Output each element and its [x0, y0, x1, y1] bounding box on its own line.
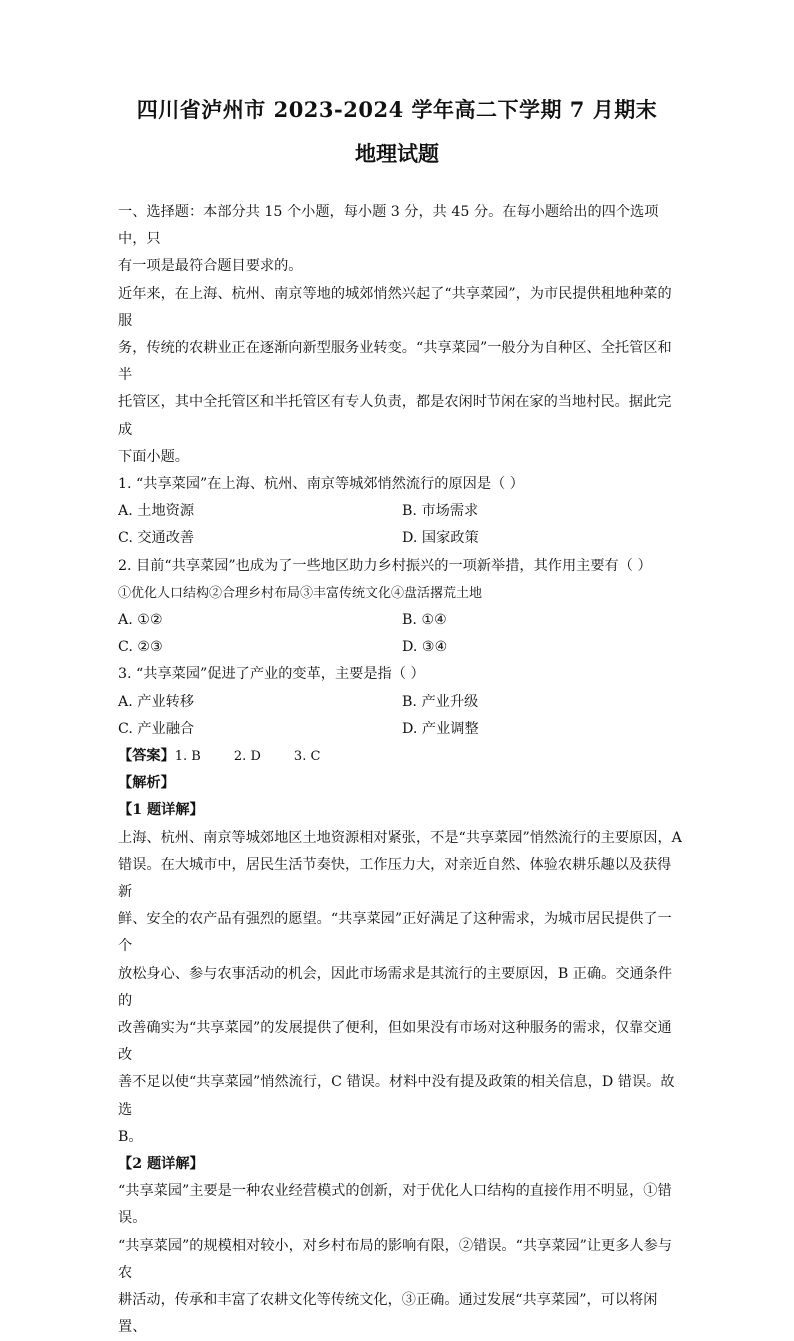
option-c: C. ②③ — [118, 639, 163, 656]
analysis-line: “共享菜园”的规模相对较小，对乡村布局的影响有限，②错误。“共享菜园”让更多人参与农 — [118, 1237, 672, 1281]
analysis-line: 错误。在大城市中，居民生活节奏快，工作压力大，对亲近自然、体验农耕乐趣以及获得新 — [118, 856, 672, 900]
analysis-line: 善不足以使“共享菜园”悄然流行，C 错误。材料中没有提及政策的相关信息，D 错误。故选 — [118, 1074, 675, 1118]
material-line: 务，传统的农耕业正在逐渐向新型服务业转变。“共享菜园”一般分为自种区、全托管区和半 — [118, 340, 672, 384]
document-title: 四川省泸州市 2023-2024 学年高二下学期 7 月期末 — [136, 97, 658, 122]
option-row — [118, 498, 684, 525]
option-row — [118, 716, 684, 743]
analysis-line: 上海、杭州、南京等城郊地区土地资源相对紧张，不是“共享菜园”悄然流行的主要原因，A — [118, 829, 682, 846]
material-line: 近年来，在上海、杭州、南京等地的城郊悄然兴起了“共享菜园”，为市民提供租地种菜的服 — [118, 285, 672, 329]
analysis-label: 【解析】 — [118, 775, 175, 792]
option-row — [118, 689, 684, 716]
q1-analysis-header: 【1 题详解】 — [118, 802, 204, 819]
option-a: A. 土地资源 — [118, 503, 195, 520]
question-stem: 1. “共享菜园”在上海、杭州、南京等城郊悄然流行的原因是（ ） — [118, 476, 524, 493]
question-stem: 3. “共享菜园”促进了产业的变革，主要是指（ ） — [118, 666, 425, 683]
document-body — [118, 199, 684, 1341]
analysis-line: “共享菜园”主要是一种农业经营模式的创新，对于优化人口结构的直接作用不明显，①错误。 — [118, 1183, 672, 1227]
material-line: 托管区，其中全托管区和半托管区有专人负责，都是农闲时节闲在家的当地村民。据此完成 — [118, 394, 672, 438]
option-c: C. 交通改善 — [118, 530, 195, 547]
analysis-line: 改善确实为“共享菜园”的发展提供了便利，但如果没有市场对这种服务的需求，仅靠交通改 — [118, 1020, 672, 1064]
option-d: D. 国家政策 — [402, 530, 479, 547]
option-b: B. ①④ — [402, 612, 447, 629]
material-line: 下面小题。 — [118, 448, 189, 465]
answer-label: 【答案】 — [118, 747, 175, 764]
analysis-line: B。 — [118, 1128, 143, 1145]
answer-line — [118, 743, 684, 770]
analysis-line: 耕活动，传承和丰富了农耕文化等传统文化，③正确。通过发展“共享菜园”，可以将闲置、 — [118, 1292, 658, 1336]
analysis-line: 鲜、安全的农产品有强烈的愿望。“共享菜园”正好满足了这种需求，为城市居民提供了一个 — [118, 911, 672, 955]
question-statements: ①优化人口结构②合理乡村布局③丰富传统文化④盘活撂荒土地 — [118, 585, 483, 601]
document-subtitle: 地理试题 — [355, 141, 439, 166]
q2-analysis-header: 【2 题详解】 — [118, 1156, 204, 1173]
option-d: D. 产业调整 — [402, 720, 479, 737]
option-c: C. 产业融合 — [118, 720, 195, 737]
option-d: D. ③④ — [402, 639, 448, 656]
option-b: B. 市场需求 — [402, 503, 479, 520]
section-intro-line: 一、选择题：本部分共 15 个小题，每小题 3 分，共 45 分。在每小题给出的四个选项中，只 — [118, 204, 659, 248]
option-row — [118, 607, 684, 634]
answer-values: 1. B 2. D 3. C — [174, 748, 321, 764]
option-row — [118, 634, 684, 661]
analysis-line: 放松身心、参与农事活动的机会，因此市场需求是其流行的主要原因，B 正确。交通条件的 — [118, 965, 673, 1009]
option-a: A. ①② — [118, 612, 163, 629]
section-intro-line: 有一项是最符合题目要求的。 — [118, 258, 303, 275]
question-stem: 2. 目前“共享菜园”也成为了一些地区助力乡村振兴的一项新举措，其作用主要有（ ） — [118, 557, 652, 574]
option-a: A. 产业转移 — [118, 693, 195, 710]
option-row — [118, 525, 684, 552]
option-b: B. 产业升级 — [402, 693, 479, 710]
